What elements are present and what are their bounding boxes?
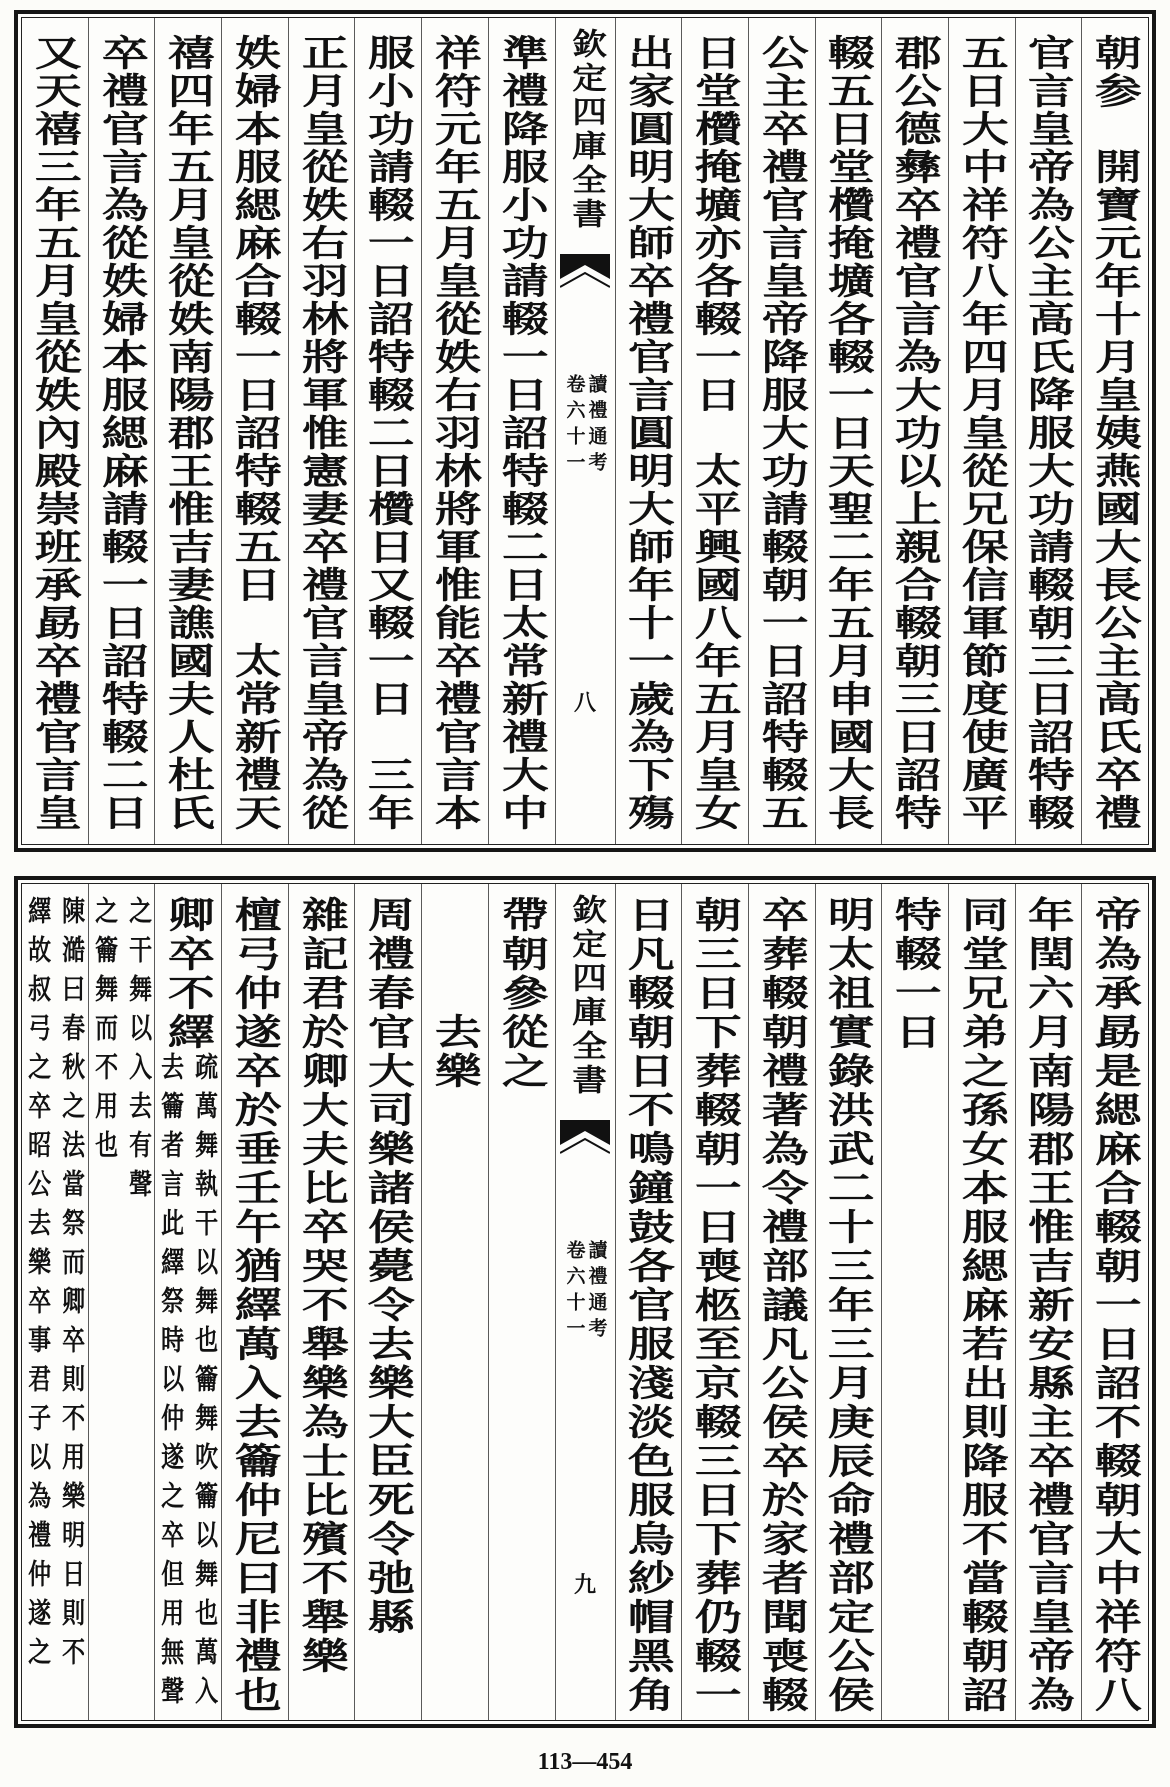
text-column — [1016, 884, 1083, 1720]
text-column — [682, 18, 749, 844]
column-text: 日凡輟朝日不鳴鐘鼓各官服淺淡色服烏紗帽黑角 — [621, 896, 676, 1715]
text-column — [882, 18, 949, 844]
text-column — [616, 18, 683, 844]
column-text: 雜記君於卿大夫比卒哭不舉樂為士比殯不舉樂 — [294, 896, 349, 1676]
text-column — [222, 884, 289, 1720]
column-text: 周禮春官大司樂諸侯薨令去樂大臣死令弛縣 — [360, 896, 416, 1637]
column-text: 輟五日堂欑掩壙各輟一日天聖二年五月申國大長 — [821, 34, 876, 832]
text-column — [1016, 18, 1083, 844]
fold-series-title: 欽定四庫全書 — [565, 28, 606, 232]
column-text: 日堂欑掩壙亦各輟一日 太平興國八年五月皇女 — [687, 34, 743, 832]
annotation-note — [24, 896, 86, 1676]
annotation-note — [91, 896, 153, 1208]
column-text: 出家圓明大師卒禮官言圓明大師年十一歲為下殤 — [621, 34, 676, 832]
column-text: 服小功請輟一日詔特輟二日欑日又輟一日 三年 — [360, 34, 416, 832]
text-column — [22, 18, 89, 844]
column-text: 朝三日下葬輟朝一日喪柩至京輟三日下葬仍輟一 — [687, 896, 743, 1715]
page-number: 九 — [573, 1572, 596, 1598]
column-text: 公主卒禮官言皇帝降服大功請輟朝一日詔特輟五 — [754, 34, 810, 832]
column-text: 官言皇帝為公主高氏降服大功請輟朝三日詔特輟 — [1021, 34, 1076, 832]
fold-volume: 卷六十一 — [563, 1240, 586, 1344]
page-number: 八 — [573, 690, 596, 716]
text-column — [289, 18, 356, 844]
page-upper-body — [21, 17, 1149, 845]
text-column — [1082, 884, 1148, 1720]
text-column — [816, 884, 883, 1720]
annotation-line: 陳澔曰春秋之法當祭而卿卒則不用樂明日則不 — [58, 896, 86, 1676]
text-column — [422, 18, 489, 844]
text-column — [816, 18, 883, 844]
annotation-line: 之干舞以入去有聲 — [125, 896, 153, 1208]
column-text: 郡公德彝卒禮官言為大功以上親合輟朝三日詔特 — [887, 34, 943, 832]
annotated-column — [22, 884, 89, 1720]
page-lower-body — [21, 883, 1149, 1721]
column-text: 檀弓仲遂卒於垂壬午猶繹萬入去籥仲尼曰非禮也 — [227, 896, 283, 1715]
column-text: 特輟一日 — [887, 896, 943, 1052]
fold-book-title: 讀禮通考 — [585, 374, 608, 478]
center-fold — [556, 884, 616, 1720]
text-column — [749, 18, 816, 844]
page-lower — [14, 876, 1156, 1728]
fold-book-title: 讀禮通考 — [585, 1240, 608, 1344]
column-text: 正月皇從妷右羽林將軍惟憲妻卒禮官言皇帝為從 — [294, 34, 349, 832]
text-column — [882, 884, 949, 1720]
center-fold — [556, 18, 616, 844]
text-column — [489, 18, 556, 844]
fold-volume: 卷六十一 — [563, 374, 586, 478]
fishtail-mark-icon — [560, 1120, 610, 1160]
text-column — [222, 18, 289, 844]
column-text: 帝為承勗是緦麻合輟朝一日詔不輟朝大中祥符八 — [1087, 896, 1143, 1715]
text-column — [682, 884, 749, 1720]
text-column — [89, 18, 156, 844]
annotation-note — [157, 1052, 219, 1715]
annotation-line: 去籥者言此繹祭時以仲遂之卒但用無聲 — [158, 1052, 186, 1715]
text-column — [289, 884, 356, 1720]
text-column — [1082, 18, 1148, 844]
text-column — [489, 884, 556, 1720]
text-column — [155, 18, 222, 844]
section-heading-column — [422, 884, 489, 1720]
column-text: 同堂兄弟之孫女本服緦麻若出則降服不當輟朝詔 — [954, 896, 1010, 1715]
text-column — [949, 884, 1016, 1720]
fold-series-title: 欽定四庫全書 — [565, 894, 606, 1098]
text-column — [616, 884, 683, 1720]
column-text: 帶朝參從之 — [494, 896, 549, 1091]
column-text: 妷婦本服緦麻合輟一日詔特輟五日 太常新禮天 — [227, 34, 283, 832]
annotated-column — [155, 884, 222, 1720]
column-text: 祥符元年五月皇從妷右羽林將軍惟能卒禮官言本 — [427, 34, 483, 832]
text-column — [355, 18, 422, 844]
column-text: 朝参 開寶元年十月皇姨燕國大長公主高氏卒禮 — [1087, 34, 1143, 832]
column-text: 卒禮官言為從妷婦本服緦麻請輟一日詔特輟二日 — [94, 34, 149, 832]
column-text: 又天禧三年五月皇從妷內殿崇班承勗卒禮官言皇 — [27, 34, 83, 832]
column-text: 明太祖實錄洪武二十三年三月庚辰命禮部定公侯 — [821, 896, 876, 1715]
text-column — [749, 884, 816, 1720]
text-column — [355, 884, 422, 1720]
section-heading: 去樂 — [427, 1013, 483, 1091]
column-text: 卒葬輟朝禮著為令禮部議凡公侯卒於家者聞喪輟 — [754, 896, 810, 1715]
fishtail-mark-icon — [560, 254, 610, 294]
annotation-line: 疏萬舞執干以舞也籥舞吹籥以舞也萬入 — [192, 1052, 220, 1715]
text-column — [949, 18, 1016, 844]
column-text: 五日大中祥符八年四月皇從兄保信軍節度使廣平 — [954, 34, 1010, 832]
column-text: 卿卒不繹 — [160, 896, 216, 1052]
column-text: 準禮降服小功請輟一日詔特輟二日太常新禮大中 — [494, 34, 549, 832]
annotation-line: 繹故叔弓之卒昭公去樂卒事君子以為禮仲遂之 — [24, 896, 52, 1676]
page-footer-number: 113—454 — [537, 1749, 633, 1775]
annotation-line: 之籥舞而不用也 — [91, 896, 119, 1169]
annotated-column — [89, 884, 156, 1720]
page-upper — [14, 10, 1156, 852]
column-text: 禧四年五月皇從妷南陽郡王惟吉妻譙國夫人杜氏 — [160, 34, 216, 832]
column-text: 年閏六月南陽郡王惟吉新安縣主卒禮官言皇帝為 — [1021, 896, 1076, 1715]
